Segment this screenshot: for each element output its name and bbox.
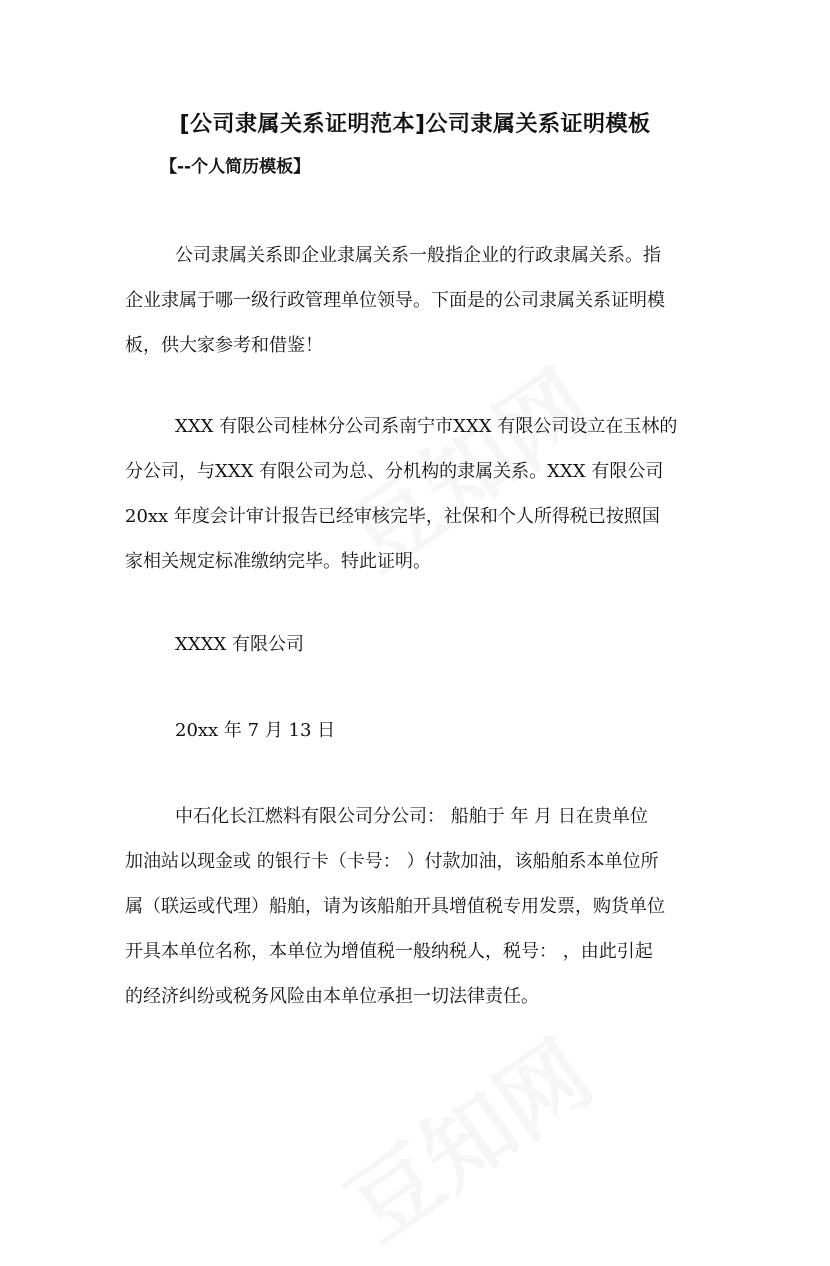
text-line: 公司隶属关系即企业隶属关系一般指企业的行政隶属关系。指 (175, 245, 661, 266)
text-line: 加油站以现金或 的银行卡（卡号： ）付款加油，该船舶系本单位所 (125, 851, 659, 872)
watermark (317, 1004, 613, 1265)
text-line: 企业隶属于哪一级行政管理单位领导。下面是的公司隶属关系证明模 (125, 290, 665, 311)
text-line: 家相关规定标准缴纳完毕。特此证明。 (125, 551, 431, 572)
company-signature (125, 622, 713, 667)
text-line: 属（联运或代理）船舶，请为该船舶开具增值税专用发票，购货单位 (125, 896, 665, 917)
paragraph-invoice-request (125, 794, 713, 1019)
paragraph-certificate (125, 404, 713, 584)
text-line: 20xx 年度会计审计报告已经审核完毕，社保和个人所得税已按照国 (125, 506, 660, 527)
paragraph-intro (125, 233, 713, 368)
text-line: 分公司，与XXX 有限公司为总、分机构的隶属关系。XXX 有限公司 (125, 461, 664, 482)
document-title: [公司隶属关系证明范本]公司隶属关系证明模板 (179, 112, 651, 137)
text-line: 板，供大家参考和借鉴！ (125, 335, 323, 356)
company-name: XXXX 有限公司 (175, 634, 304, 655)
document-subtitle: 【--个人简历模板】 (160, 157, 311, 177)
text-line: 开具本单位名称，本单位为增值税一般纳税人，税号： ，由此引起 (125, 941, 653, 962)
text-line: 中石化长江燃料有限公司分公司： 船舶于 年 月 日在贵单位 (175, 806, 648, 827)
text-line: XXX 有限公司桂林分公司系南宁市XXX 有限公司设立在玉林的 (175, 416, 678, 437)
text-line: 的经济纠纷或税务风险由本单位承担一切法律责任。 (125, 986, 539, 1007)
date-text: 20xx 年 7 月 13 日 (175, 720, 336, 741)
document-date (125, 708, 713, 753)
